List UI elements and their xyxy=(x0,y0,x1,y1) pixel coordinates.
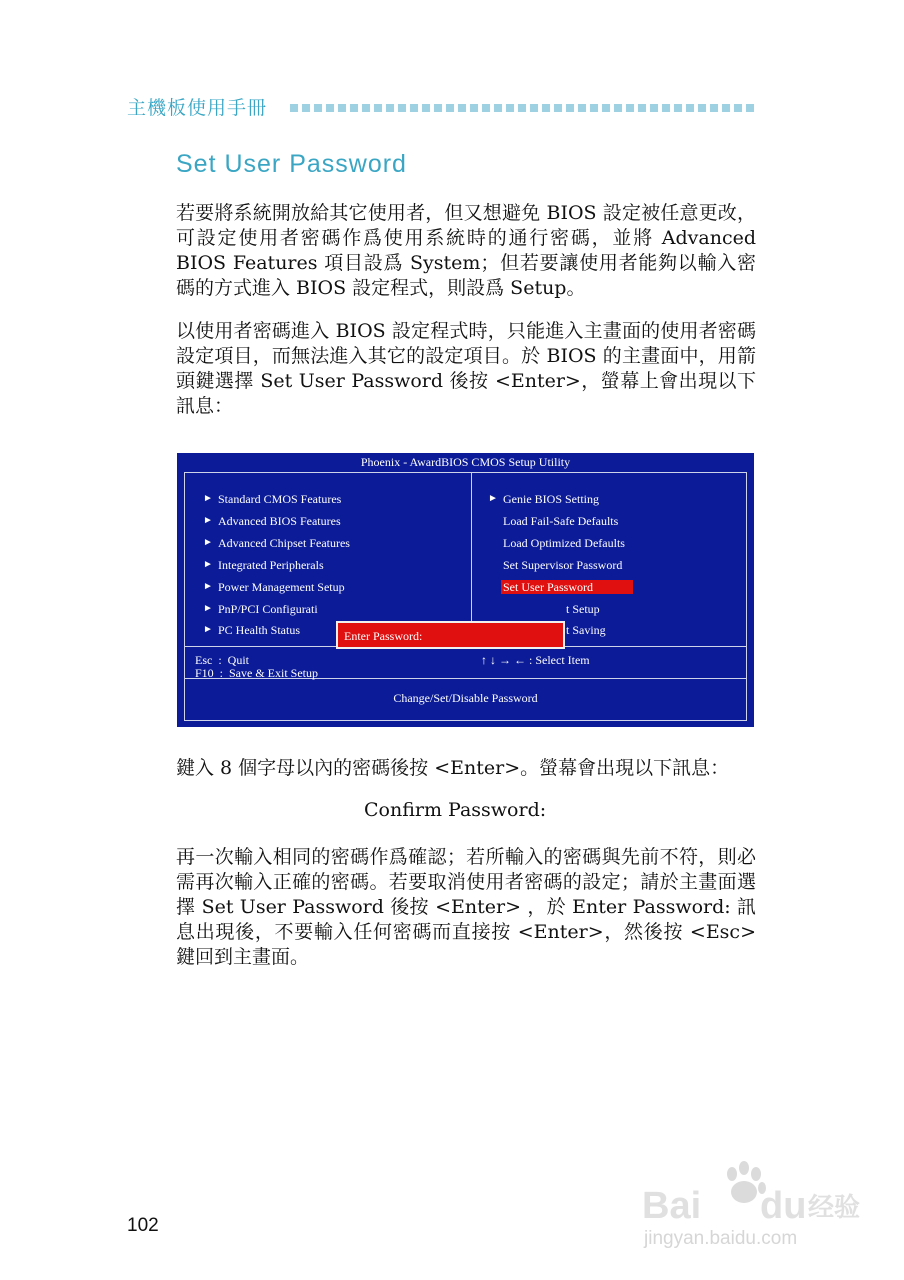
triangle-right-icon: ► xyxy=(203,537,213,548)
confirm-password-text: Confirm Password: xyxy=(364,799,547,821)
bios-menu-item[interactable]: Set Supervisor Password xyxy=(503,558,623,572)
bios-menu-item[interactable]: ► PnP/PCI Configurati xyxy=(203,602,318,616)
password-dialog[interactable] xyxy=(336,621,565,649)
bios-menu-item[interactable]: ► Genie BIOS Setting xyxy=(488,492,599,506)
triangle-right-icon: ► xyxy=(203,603,213,614)
triangle-right-icon: ► xyxy=(203,493,213,504)
bios-status-line: Change/Set/Disable Password xyxy=(393,691,538,705)
svg-text:du: du xyxy=(760,1185,807,1227)
paragraph-instructions: 以使用者密碼進入 BIOS 設定程式時，只能進入主畫面的使用者密碼設定項目，而無法進入其它的設定項目。於 BIOS 的主畫面中，用箭頭鍵選擇 Set User Password 後按 <Enter>，螢幕上會出現以下訊息： xyxy=(176,320,756,417)
bios-menu-item[interactable]: ► PC Health Status xyxy=(203,623,301,637)
triangle-right-icon: ► xyxy=(203,515,213,526)
bios-menu-item[interactable]: t Saving xyxy=(566,623,606,637)
section-title: Set User Password xyxy=(176,150,407,178)
bios-footer-navigation: ↑ ↓ → ← : Select Item xyxy=(481,653,590,667)
password-prompt: Enter Password: xyxy=(344,629,423,643)
triangle-right-icon: ► xyxy=(203,559,213,570)
svg-text:经验: 经验 xyxy=(808,1193,860,1223)
bios-title: Phoenix - AwardBIOS CMOS Setup Utility xyxy=(360,455,571,469)
page-number: 102 xyxy=(127,1215,159,1236)
bios-screenshot xyxy=(177,453,754,727)
paragraph-intro: 若要將系統開放給其它使用者，但又想避免 BIOS 設定被任意更改，可設定使用者密碼作爲使用系統時的通行密碼，並將 Advanced BIOS Features 項目設爲 System；但若要讓使用者能夠以輸入密碼的方式進入 BIOS 設定程式，則設爲 Setup。 xyxy=(176,202,756,299)
bios-menu-item[interactable]: ► Standard CMOS Features xyxy=(203,492,342,506)
bios-menu-item[interactable]: Load Fail-Safe Defaults xyxy=(503,514,619,528)
svg-text:Bai: Bai xyxy=(642,1185,702,1227)
svg-text:jingyan.baidu.com: jingyan.baidu.com xyxy=(644,1228,798,1249)
triangle-right-icon: ► xyxy=(488,493,498,504)
header-title: 主機板使用手冊 xyxy=(127,97,268,119)
bios-menu-item-selected[interactable]: Set User Password xyxy=(501,580,633,594)
triangle-right-icon: ► xyxy=(203,581,213,592)
triangle-right-icon: ► xyxy=(203,624,213,635)
bios-menu-item[interactable]: Load Optimized Defaults xyxy=(503,536,625,550)
paragraph-confirm: 再一次輸入相同的密碼作爲確認；若所輸入的密碼與先前不符，則必需再次輸入正確的密碼。若要取消使用者密碼的設定；請於主畫面選擇 Set User Password 後按 <Enter> ，於 Enter Password: 訊息出現後，不要輸入任何密碼而直接按 <Enter>，然後按 <Esc> 鍵回到主畫面。 xyxy=(176,846,756,968)
baidu-watermark-logo xyxy=(640,1160,860,1250)
bios-menu-item[interactable]: ► Advanced BIOS Features xyxy=(203,514,341,528)
header-dots xyxy=(290,104,754,112)
bios-footer-keys: Esc : Quit F10 : Save & Exit Setup xyxy=(195,653,318,680)
bios-menu-item[interactable]: t Setup xyxy=(566,602,600,616)
bios-menu-item[interactable]: ► Advanced Chipset Features xyxy=(203,536,350,550)
bios-menu-item[interactable]: ► Power Management Setup xyxy=(203,580,345,594)
bios-menu-item[interactable]: ► Integrated Peripherals xyxy=(203,558,324,572)
paragraph-enter-password: 鍵入 8 個字母以內的密碼後按 <Enter>。螢幕會出現以下訊息： xyxy=(176,757,730,779)
bios-frame xyxy=(184,472,747,721)
